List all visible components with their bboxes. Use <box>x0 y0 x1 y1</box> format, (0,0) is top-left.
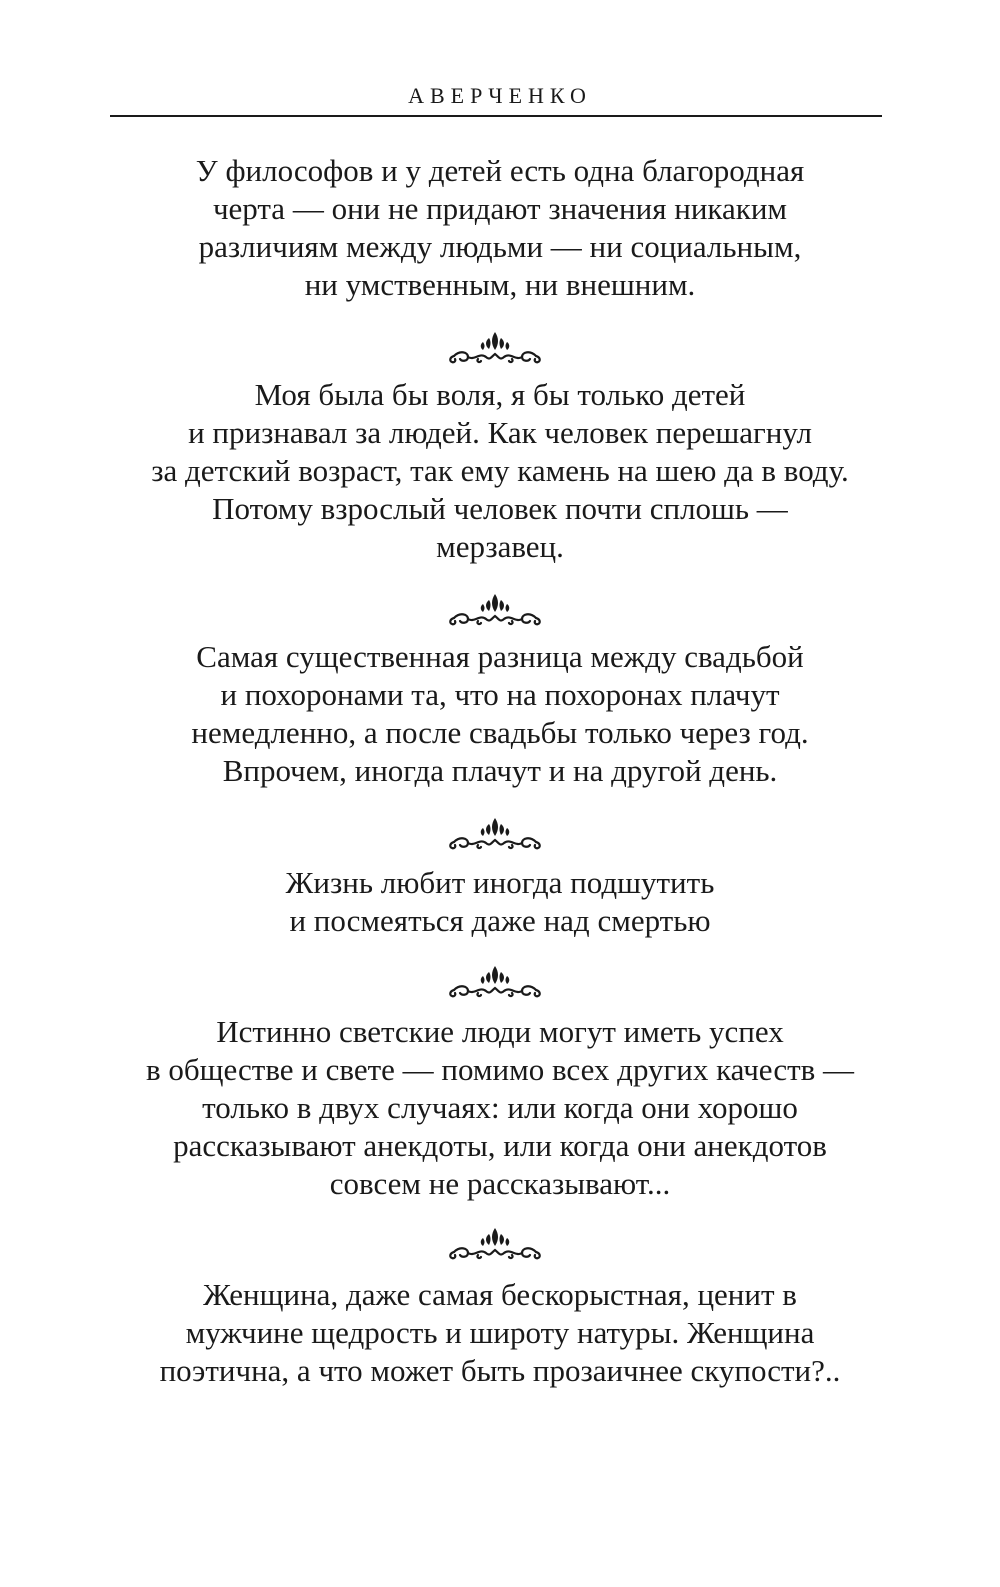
fleuron-divider-icon <box>440 812 550 852</box>
quote-line: Истинно светские люди могут иметь успех <box>216 1014 784 1049</box>
running-head: АВЕРЧЕНКО <box>408 83 592 108</box>
fleuron-divider-icon <box>440 588 550 628</box>
quote-5 <box>100 1013 900 1203</box>
quote-line: и посмеяться даже над смертью <box>289 903 711 938</box>
fleuron-divider-icon <box>440 326 550 366</box>
quote-line: У философов и у детей есть одна благородная <box>195 153 805 188</box>
fleuron-divider-icon <box>440 812 550 852</box>
quote-6 <box>100 1276 900 1390</box>
quote-line: мерзавец. <box>436 529 564 564</box>
fleuron-divider-icon <box>440 1222 550 1262</box>
quote-line: в обществе и свете — помимо всех других качеств — <box>145 1052 855 1087</box>
quote-2 <box>100 376 900 566</box>
quote-line: ни умственным, ни внешним. <box>304 267 696 302</box>
quote-line: Женщина, даже самая бескорыстная, ценит в <box>203 1277 797 1312</box>
quote-line: совсем не рассказывают... <box>329 1166 671 1201</box>
quote-line: Моя была бы воля, я бы только детей <box>254 377 746 412</box>
fleuron-divider-icon <box>440 326 550 366</box>
fleuron-divider-icon <box>440 1222 550 1262</box>
quote-line: Жизнь любит иногда подшутить <box>285 865 715 900</box>
quote-line: немедленно, а после свадьбы только через год. <box>191 715 809 750</box>
quote-line: поэтична, а что может быть прозаичнее скупости?.. <box>159 1353 841 1388</box>
quote-line: только в двух случаях: или когда они хорошо <box>202 1090 798 1125</box>
quote-line: черта — они не придают значения никаким <box>212 191 788 226</box>
quote-line: и похоронами та, что на похоронах плачут <box>220 677 780 712</box>
fleuron-divider-icon <box>440 960 550 1000</box>
quote-line: Самая существенная разница между свадьбой <box>196 639 804 674</box>
quote-line: Потому взрослый человек почти сплошь — <box>212 491 788 526</box>
quote-3 <box>100 638 900 790</box>
quote-line: мужчине щедрость и широту натуры. Женщина <box>185 1315 815 1350</box>
quote-4 <box>100 864 900 940</box>
quote-line: Впрочем, иногда плачут и на другой день. <box>222 753 778 788</box>
quote-line: за детский возраст, так ему камень на шею да в воду. <box>151 453 849 488</box>
quote-1 <box>100 152 900 304</box>
quote-line: и признавал за людей. Как человек перешагнул <box>188 415 812 450</box>
quote-line: различиям между людьми — ни социальным, <box>198 229 802 264</box>
fleuron-divider-icon <box>440 960 550 1000</box>
fleuron-divider-icon <box>440 588 550 628</box>
quote-line: рассказывают анекдоты, или когда они анекдотов <box>173 1128 827 1163</box>
header-rule <box>110 115 882 117</box>
